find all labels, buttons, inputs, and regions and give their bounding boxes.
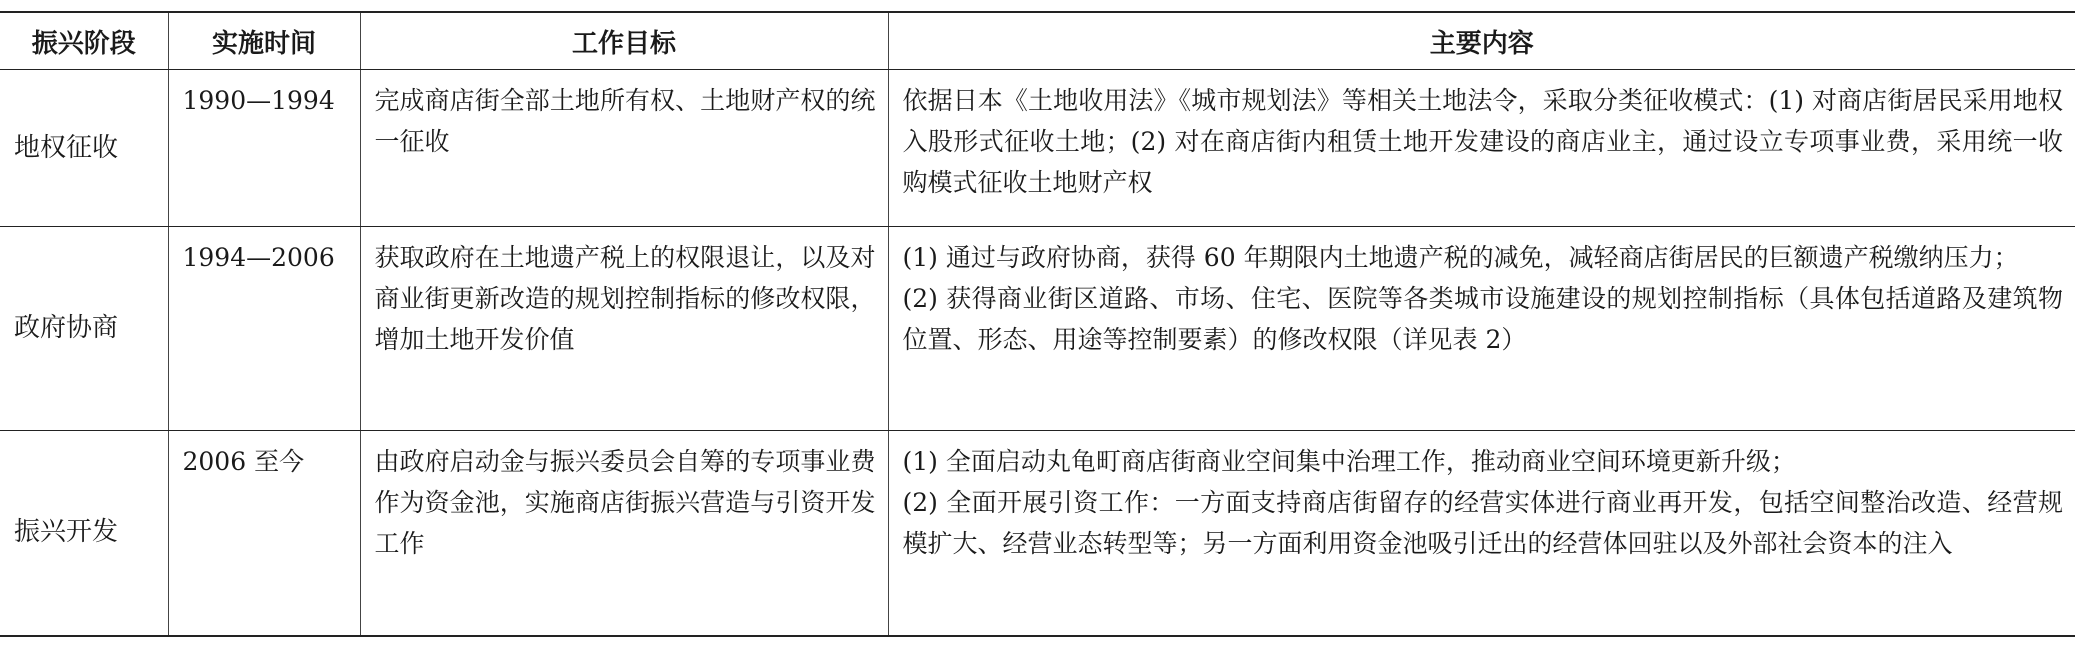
content-paragraph: (1) 通过与政府协商，获得 60 年期限内土地遗产税的减免，减轻商店街居民的巨额遗产税缴纳压力；	[902, 243, 2019, 272]
table-row	[0, 431, 2075, 636]
content-cell	[888, 70, 2075, 227]
table-header	[0, 12, 2075, 70]
revitalization-stages-table	[0, 11, 2075, 637]
content-paragraph: (2) 全面开展引资工作：一方面支持商店街留存的经营实体进行商业再开发，包括空间整治改造、经营规模扩大、经营业态转型等；另一方面利用资金池吸引迁出的经营体回驻以及外部社会资本的注入	[902, 488, 2063, 558]
header-stage: 振兴阶段	[0, 12, 168, 70]
content-paragraph: (2) 获得商业街区道路、市场、住宅、医院等各类城市设施建设的规划控制指标（具体包括道路及建筑物位置、形态、用途等控制要素）的修改权限（详见表 2）	[902, 284, 2063, 354]
table-body	[0, 70, 2075, 636]
stage-cell: 地权征收	[0, 70, 168, 227]
period-cell: 1990—1994	[168, 70, 360, 227]
table-row	[0, 227, 2075, 431]
content-paragraph: (1) 全面启动丸龟町商店街商业空间集中治理工作，推动商业空间环境更新升级；	[902, 447, 1796, 476]
content-paragraph: 依据日本《土地收用法》《城市规划法》等相关土地法令，采取分类征收模式：(1) 对商店街居民采用地权入股形式征收土地；(2) 对在商店街内租赁土地开发建设的商店业主，通过设立专项事业费，采用统一收购模式征收土地财产权	[902, 86, 2063, 197]
content-cell	[888, 227, 2075, 431]
period-cell: 2006 至今	[168, 431, 360, 636]
header-row	[0, 12, 2075, 70]
goal-cell	[360, 431, 888, 636]
goal-text: 获取政府在土地遗产税上的权限退让，以及对商业街更新改造的规划控制指标的修改权限，增加土地开发价值	[374, 243, 876, 354]
goal-text: 由政府启动金与振兴委员会自筹的专项事业费作为资金池，实施商店街振兴营造与引资开发工作	[374, 447, 876, 558]
goal-cell	[360, 227, 888, 431]
table-row	[0, 70, 2075, 227]
goal-cell	[360, 70, 888, 227]
header-goal: 工作目标	[360, 12, 888, 70]
stage-cell: 振兴开发	[0, 431, 168, 636]
stage-cell: 政府协商	[0, 227, 168, 431]
content-cell	[888, 431, 2075, 636]
goal-text: 完成商店街全部土地所有权、土地财产权的统一征收	[374, 86, 876, 156]
period-cell: 1994—2006	[168, 227, 360, 431]
header-period: 实施时间	[168, 12, 360, 70]
revitalization-table-container	[0, 11, 2075, 637]
header-content: 主要内容	[888, 12, 2075, 70]
